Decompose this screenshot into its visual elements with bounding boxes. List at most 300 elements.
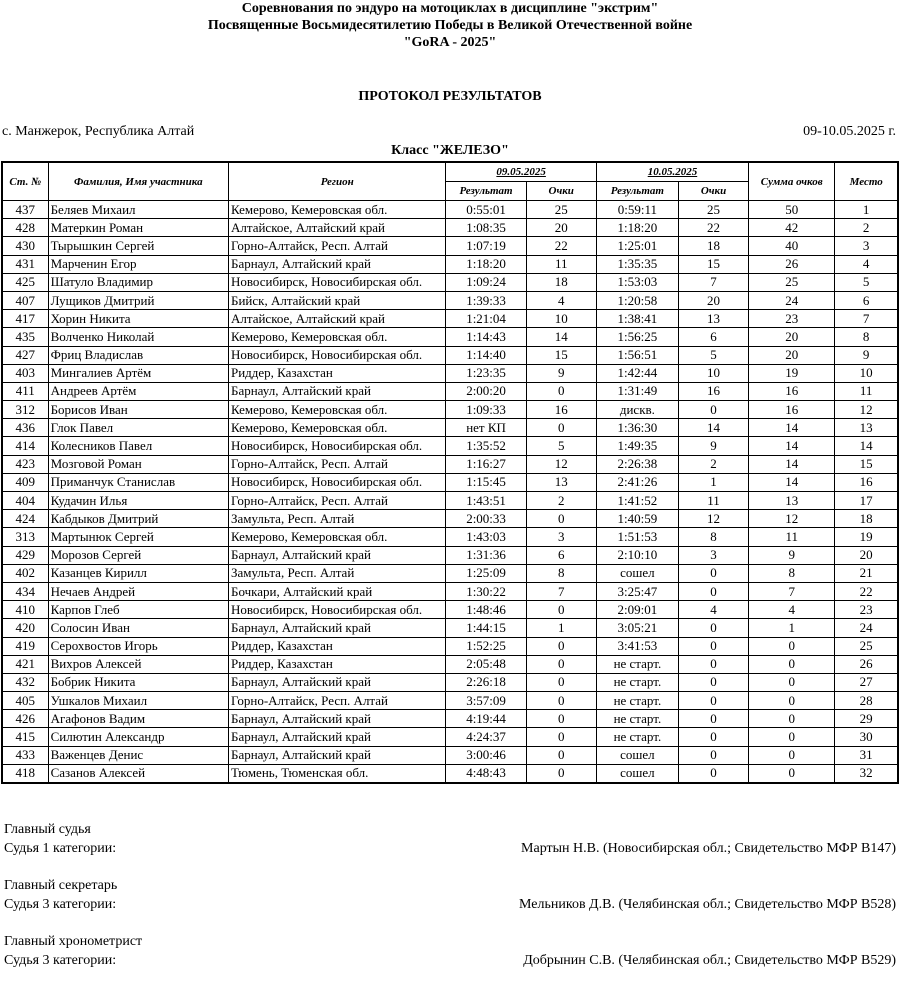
cell-day1-points: 3 [526, 528, 596, 546]
cell-place: 13 [835, 419, 898, 437]
cell-place: 25 [835, 637, 898, 655]
table-row [2, 692, 898, 710]
cell-region: Новосибирск, Новосибирская обл. [228, 601, 445, 619]
cell-day1-points: 0 [526, 746, 596, 764]
cell-day2-result: сошел [596, 746, 678, 764]
cell-name: Шатуло Владимир [48, 273, 228, 291]
cell-place: 1 [835, 201, 898, 219]
cell-day1-points: 0 [526, 655, 596, 673]
cell-total: 14 [749, 419, 835, 437]
cell-place: 23 [835, 601, 898, 619]
cell-place: 15 [835, 455, 898, 473]
cell-day1-result: 1:07:19 [446, 237, 526, 255]
cell-region: Новосибирск, Новосибирская обл. [228, 437, 445, 455]
table-row [2, 728, 898, 746]
cell-total: 1 [749, 619, 835, 637]
cell-name: Нечаев Андрей [48, 582, 228, 600]
cell-day2-points: 8 [678, 528, 748, 546]
cell-region: Барнаул, Алтайский край [228, 382, 445, 400]
cell-day2-points: 9 [678, 437, 748, 455]
cell-start-no: 433 [2, 746, 48, 764]
results-table [1, 161, 899, 784]
cell-place: 24 [835, 619, 898, 637]
cell-day2-result: 3:41:53 [596, 637, 678, 655]
cell-total: 0 [749, 710, 835, 728]
cell-region: Риддер, Казахстан [228, 364, 445, 382]
cell-total: 8 [749, 564, 835, 582]
cell-total: 11 [749, 528, 835, 546]
cell-region: Замульта, Респ. Алтай [228, 564, 445, 582]
cell-total: 16 [749, 382, 835, 400]
cell-day1-result: 1:31:36 [446, 546, 526, 564]
cell-day1-points: 0 [526, 382, 596, 400]
cell-total: 0 [749, 637, 835, 655]
cell-day1-points: 10 [526, 310, 596, 328]
cell-day2-points: 0 [678, 619, 748, 637]
cell-day1-result: 1:30:22 [446, 582, 526, 600]
cell-name: Силютин Александр [48, 728, 228, 746]
cell-region: Бочкари, Алтайский край [228, 582, 445, 600]
cell-day1-points: 7 [526, 582, 596, 600]
cell-day2-points: 0 [678, 764, 748, 783]
cell-name: Глок Павел [48, 419, 228, 437]
cell-start-no: 410 [2, 601, 48, 619]
header-line-3: "GoRA - 2025" [403, 35, 497, 50]
cell-total: 9 [749, 546, 835, 564]
cell-day2-points: 11 [678, 492, 748, 510]
cell-day2-result: 2:26:38 [596, 455, 678, 473]
cell-region: Новосибирск, Новосибирская обл. [228, 473, 445, 491]
official-chief-secretary [0, 878, 900, 934]
cell-day2-points: 0 [678, 673, 748, 691]
cell-region: Тюмень, Тюменская обл. [228, 764, 445, 783]
cell-day1-points: 4 [526, 291, 596, 309]
cell-day2-result: 1:40:59 [596, 510, 678, 528]
official-person: Добрынин С.В. (Челябинская обл.; Свидетельство МФР В529) [523, 953, 896, 968]
header-region: Регион [228, 162, 445, 201]
header-total: Сумма очков [749, 162, 835, 201]
cell-total: 20 [749, 346, 835, 364]
cell-place: 18 [835, 510, 898, 528]
cell-day1-points: 5 [526, 437, 596, 455]
cell-place: 16 [835, 473, 898, 491]
cell-day2-points: 10 [678, 364, 748, 382]
cell-day1-result: 1:08:35 [446, 219, 526, 237]
cell-name: Приманчук Станислав [48, 473, 228, 491]
cell-start-no: 402 [2, 564, 48, 582]
cell-day1-result: 2:05:48 [446, 655, 526, 673]
cell-region: Горно-Алтайск, Респ. Алтай [228, 237, 445, 255]
cell-total: 0 [749, 764, 835, 783]
table-row [2, 310, 898, 328]
header-place: Место [835, 162, 898, 201]
cell-day1-points: 0 [526, 419, 596, 437]
cell-place: 5 [835, 273, 898, 291]
cell-total: 0 [749, 655, 835, 673]
cell-day2-result: 1:25:01 [596, 237, 678, 255]
cell-start-no: 418 [2, 764, 48, 783]
table-row [2, 582, 898, 600]
cell-region: Кемерово, Кемеровская обл. [228, 419, 445, 437]
table-row [2, 510, 898, 528]
cell-day1-points: 1 [526, 619, 596, 637]
table-row [2, 546, 898, 564]
cell-name: Карпов Глеб [48, 601, 228, 619]
cell-start-no: 411 [2, 382, 48, 400]
cell-day1-points: 14 [526, 328, 596, 346]
cell-day2-points: 14 [678, 419, 748, 437]
cell-day1-result: 2:00:33 [446, 510, 526, 528]
cell-day2-points: 0 [678, 582, 748, 600]
table-row [2, 401, 898, 419]
cell-name: Кабдыков Дмитрий [48, 510, 228, 528]
cell-day2-points: 13 [678, 310, 748, 328]
table-row [2, 492, 898, 510]
cell-day2-result: 1:42:44 [596, 364, 678, 382]
cell-start-no: 420 [2, 619, 48, 637]
cell-day1-result: 1:39:33 [446, 291, 526, 309]
cell-start-no: 427 [2, 346, 48, 364]
cell-day1-result: 1:44:15 [446, 619, 526, 637]
cell-day1-points: 11 [526, 255, 596, 273]
cell-day1-result: 1:25:09 [446, 564, 526, 582]
cell-day2-points: 2 [678, 455, 748, 473]
cell-start-no: 435 [2, 328, 48, 346]
table-row [2, 219, 898, 237]
cell-day2-result: не старт. [596, 710, 678, 728]
official-chief-judge [0, 822, 900, 878]
cell-day2-points: 7 [678, 273, 748, 291]
cell-region: Барнаул, Алтайский край [228, 673, 445, 691]
cell-region: Барнаул, Алтайский край [228, 619, 445, 637]
cell-region: Кемерово, Кемеровская обл. [228, 328, 445, 346]
table-row [2, 655, 898, 673]
cell-name: Солосин Иван [48, 619, 228, 637]
cell-start-no: 414 [2, 437, 48, 455]
cell-region: Горно-Алтайск, Респ. Алтай [228, 455, 445, 473]
cell-day2-result: 2:41:26 [596, 473, 678, 491]
header-day1-result: Результат [446, 182, 526, 201]
event-place: с. Манжерок, Республика Алтай [2, 124, 195, 139]
table-row [2, 419, 898, 437]
header-day2-result: Результат [596, 182, 678, 201]
cell-day1-result: 1:43:51 [446, 492, 526, 510]
cell-day1-points: 2 [526, 492, 596, 510]
cell-day1-points: 18 [526, 273, 596, 291]
cell-day2-points: 0 [678, 401, 748, 419]
header-line-1: Соревнования по эндуро на мотоциклах в дисциплине "экстрим" [241, 1, 659, 16]
cell-day1-points: 22 [526, 237, 596, 255]
header-day1-points: Очки [526, 182, 596, 201]
official-title: Главный хронометрист [4, 934, 143, 949]
cell-day2-result: 1:31:49 [596, 382, 678, 400]
cell-day2-points: 6 [678, 328, 748, 346]
results-body [2, 201, 898, 784]
cell-day1-points: 6 [526, 546, 596, 564]
cell-day1-points: 16 [526, 401, 596, 419]
cell-start-no: 421 [2, 655, 48, 673]
cell-total: 14 [749, 437, 835, 455]
cell-day2-points: 0 [678, 637, 748, 655]
cell-total: 0 [749, 692, 835, 710]
cell-day2-result: 1:56:51 [596, 346, 678, 364]
cell-total: 25 [749, 273, 835, 291]
cell-region: Барнаул, Алтайский край [228, 546, 445, 564]
cell-day1-result: 3:00:46 [446, 746, 526, 764]
cell-name: Сазанов Алексей [48, 764, 228, 783]
cell-total: 13 [749, 492, 835, 510]
cell-day2-points: 0 [678, 746, 748, 764]
cell-total: 50 [749, 201, 835, 219]
cell-day1-result: 1:52:25 [446, 637, 526, 655]
cell-region: Кемерово, Кемеровская обл. [228, 401, 445, 419]
cell-total: 14 [749, 473, 835, 491]
cell-day2-points: 25 [678, 201, 748, 219]
cell-day1-result: 4:48:43 [446, 764, 526, 783]
table-row [2, 455, 898, 473]
cell-total: 0 [749, 673, 835, 691]
cell-start-no: 313 [2, 528, 48, 546]
cell-day1-result: 1:16:27 [446, 455, 526, 473]
cell-place: 22 [835, 582, 898, 600]
table-row [2, 273, 898, 291]
cell-place: 32 [835, 764, 898, 783]
cell-day2-points: 0 [678, 710, 748, 728]
cell-name: Борисов Иван [48, 401, 228, 419]
cell-day2-points: 3 [678, 546, 748, 564]
cell-day2-result: 3:05:21 [596, 619, 678, 637]
cell-day2-points: 22 [678, 219, 748, 237]
cell-region: Горно-Алтайск, Респ. Алтай [228, 692, 445, 710]
cell-day2-points: 0 [678, 655, 748, 673]
cell-region: Риддер, Казахстан [228, 637, 445, 655]
cell-day1-result: 2:00:20 [446, 382, 526, 400]
table-row [2, 710, 898, 728]
table-row [2, 364, 898, 382]
table-row [2, 382, 898, 400]
cell-day1-result: 1:15:45 [446, 473, 526, 491]
cell-name: Агафонов Вадим [48, 710, 228, 728]
table-row [2, 255, 898, 273]
table-row [2, 746, 898, 764]
cell-day1-points: 25 [526, 201, 596, 219]
cell-day1-points: 8 [526, 564, 596, 582]
cell-place: 4 [835, 255, 898, 273]
cell-day1-points: 0 [526, 601, 596, 619]
cell-day2-points: 20 [678, 291, 748, 309]
cell-start-no: 415 [2, 728, 48, 746]
cell-name: Беляев Михаил [48, 201, 228, 219]
header-day2-points: Очки [678, 182, 748, 201]
cell-name: Казанцев Кирилл [48, 564, 228, 582]
cell-day2-points: 0 [678, 564, 748, 582]
cell-start-no: 428 [2, 219, 48, 237]
table-row [2, 346, 898, 364]
cell-region: Риддер, Казахстан [228, 655, 445, 673]
cell-day1-result: 2:26:18 [446, 673, 526, 691]
cell-day2-points: 4 [678, 601, 748, 619]
cell-total: 7 [749, 582, 835, 600]
cell-start-no: 430 [2, 237, 48, 255]
class-title: Класс "ЖЕЛЕЗО" [391, 143, 509, 158]
cell-total: 0 [749, 746, 835, 764]
cell-day2-result: 1:41:52 [596, 492, 678, 510]
cell-place: 28 [835, 692, 898, 710]
table-header-row [2, 162, 898, 182]
cell-day1-result: 1:35:52 [446, 437, 526, 455]
cell-day2-result: не старт. [596, 655, 678, 673]
cell-name: Марченин Егор [48, 255, 228, 273]
cell-place: 30 [835, 728, 898, 746]
cell-place: 17 [835, 492, 898, 510]
cell-start-no: 434 [2, 582, 48, 600]
header-day1: 09.05.2025 [446, 162, 596, 182]
cell-name: Морозов Сергей [48, 546, 228, 564]
cell-day1-result: 1:43:03 [446, 528, 526, 546]
official-category: Судья 3 категории: [4, 953, 117, 968]
cell-name: Матеркин Роман [48, 219, 228, 237]
header-name: Фамилия, Имя участника [48, 162, 228, 201]
cell-place: 7 [835, 310, 898, 328]
cell-total: 24 [749, 291, 835, 309]
cell-day1-points: 0 [526, 728, 596, 746]
cell-day1-result: 1:23:35 [446, 364, 526, 382]
cell-total: 20 [749, 328, 835, 346]
official-category: Судья 1 категории: [4, 841, 117, 856]
cell-place: 6 [835, 291, 898, 309]
cell-region: Бийск, Алтайский край [228, 291, 445, 309]
table-row [2, 328, 898, 346]
cell-day2-points: 12 [678, 510, 748, 528]
cell-place: 27 [835, 673, 898, 691]
cell-day2-result: не старт. [596, 673, 678, 691]
cell-region: Новосибирск, Новосибирская обл. [228, 273, 445, 291]
cell-day2-points: 18 [678, 237, 748, 255]
cell-place: 26 [835, 655, 898, 673]
cell-day2-result: не старт. [596, 692, 678, 710]
cell-start-no: 424 [2, 510, 48, 528]
cell-place: 2 [835, 219, 898, 237]
table-row [2, 237, 898, 255]
cell-day2-result: 0:59:11 [596, 201, 678, 219]
cell-region: Барнаул, Алтайский край [228, 255, 445, 273]
event-dates: 09-10.05.2025 г. [803, 124, 896, 139]
cell-day1-result: 1:14:43 [446, 328, 526, 346]
cell-day1-result: 1:18:20 [446, 255, 526, 273]
cell-name: Серохвостов Игорь [48, 637, 228, 655]
header-line-2: Посвященные Восьмидесятилетию Победы в Великой Отечественной войне [207, 18, 693, 33]
cell-place: 29 [835, 710, 898, 728]
cell-name: Мозговой Роман [48, 455, 228, 473]
official-title: Главный судья [4, 822, 91, 837]
cell-name: Волченко Николай [48, 328, 228, 346]
cell-day1-points: 0 [526, 673, 596, 691]
cell-day1-result: 1:14:40 [446, 346, 526, 364]
cell-place: 14 [835, 437, 898, 455]
cell-day1-result: 1:21:04 [446, 310, 526, 328]
table-row [2, 291, 898, 309]
cell-start-no: 423 [2, 455, 48, 473]
cell-day2-points: 0 [678, 728, 748, 746]
header-day2: 10.05.2025 [596, 162, 748, 182]
cell-total: 0 [749, 728, 835, 746]
officials-section [0, 822, 900, 990]
cell-day2-result: 1:38:41 [596, 310, 678, 328]
protocol-title: ПРОТОКОЛ РЕЗУЛЬТАТОВ [358, 89, 542, 104]
document-header [0, 0, 900, 51]
cell-start-no: 431 [2, 255, 48, 273]
cell-place: 19 [835, 528, 898, 546]
cell-day2-result: 2:10:10 [596, 546, 678, 564]
cell-total: 23 [749, 310, 835, 328]
cell-region: Горно-Алтайск, Респ. Алтай [228, 492, 445, 510]
table-row [2, 564, 898, 582]
table-row [2, 473, 898, 491]
cell-day2-result: 1:20:58 [596, 291, 678, 309]
official-category: Судья 3 категории: [4, 897, 117, 912]
official-person: Мартын Н.В. (Новосибирская обл.; Свидетельство МФР В147) [521, 841, 896, 856]
cell-day2-points: 0 [678, 692, 748, 710]
cell-total: 26 [749, 255, 835, 273]
cell-day1-points: 20 [526, 219, 596, 237]
official-title: Главный секретарь [4, 878, 118, 893]
cell-total: 16 [749, 401, 835, 419]
cell-day1-points: 0 [526, 764, 596, 783]
cell-start-no: 425 [2, 273, 48, 291]
cell-name: Ушкалов Михаил [48, 692, 228, 710]
cell-region: Барнаул, Алтайский край [228, 710, 445, 728]
cell-name: Хорин Никита [48, 310, 228, 328]
cell-start-no: 437 [2, 201, 48, 219]
cell-name: Колесников Павел [48, 437, 228, 455]
cell-place: 10 [835, 364, 898, 382]
table-row [2, 201, 898, 219]
cell-region: Алтайское, Алтайский край [228, 310, 445, 328]
table-row [2, 437, 898, 455]
cell-place: 20 [835, 546, 898, 564]
cell-day2-result: не старт. [596, 728, 678, 746]
cell-day2-result: 1:56:25 [596, 328, 678, 346]
cell-name: Кудачин Илья [48, 492, 228, 510]
cell-total: 42 [749, 219, 835, 237]
official-chief-timekeeper [0, 934, 900, 990]
cell-total: 19 [749, 364, 835, 382]
cell-start-no: 405 [2, 692, 48, 710]
cell-place: 9 [835, 346, 898, 364]
cell-total: 40 [749, 237, 835, 255]
cell-place: 12 [835, 401, 898, 419]
cell-day1-points: 9 [526, 364, 596, 382]
cell-region: Барнаул, Алтайский край [228, 746, 445, 764]
cell-day1-result: 4:19:44 [446, 710, 526, 728]
cell-name: Лущиков Дмитрий [48, 291, 228, 309]
cell-day2-points: 16 [678, 382, 748, 400]
cell-day2-result: 1:35:35 [596, 255, 678, 273]
cell-start-no: 404 [2, 492, 48, 510]
cell-name: Тырышкин Сергей [48, 237, 228, 255]
cell-day1-points: 0 [526, 637, 596, 655]
cell-day1-result: 1:09:24 [446, 273, 526, 291]
cell-day2-points: 5 [678, 346, 748, 364]
cell-region: Кемерово, Кемеровская обл. [228, 201, 445, 219]
cell-start-no: 429 [2, 546, 48, 564]
cell-total: 12 [749, 510, 835, 528]
cell-start-no: 407 [2, 291, 48, 309]
cell-day1-points: 15 [526, 346, 596, 364]
cell-day1-result: 0:55:01 [446, 201, 526, 219]
cell-day2-result: 1:18:20 [596, 219, 678, 237]
cell-place: 3 [835, 237, 898, 255]
